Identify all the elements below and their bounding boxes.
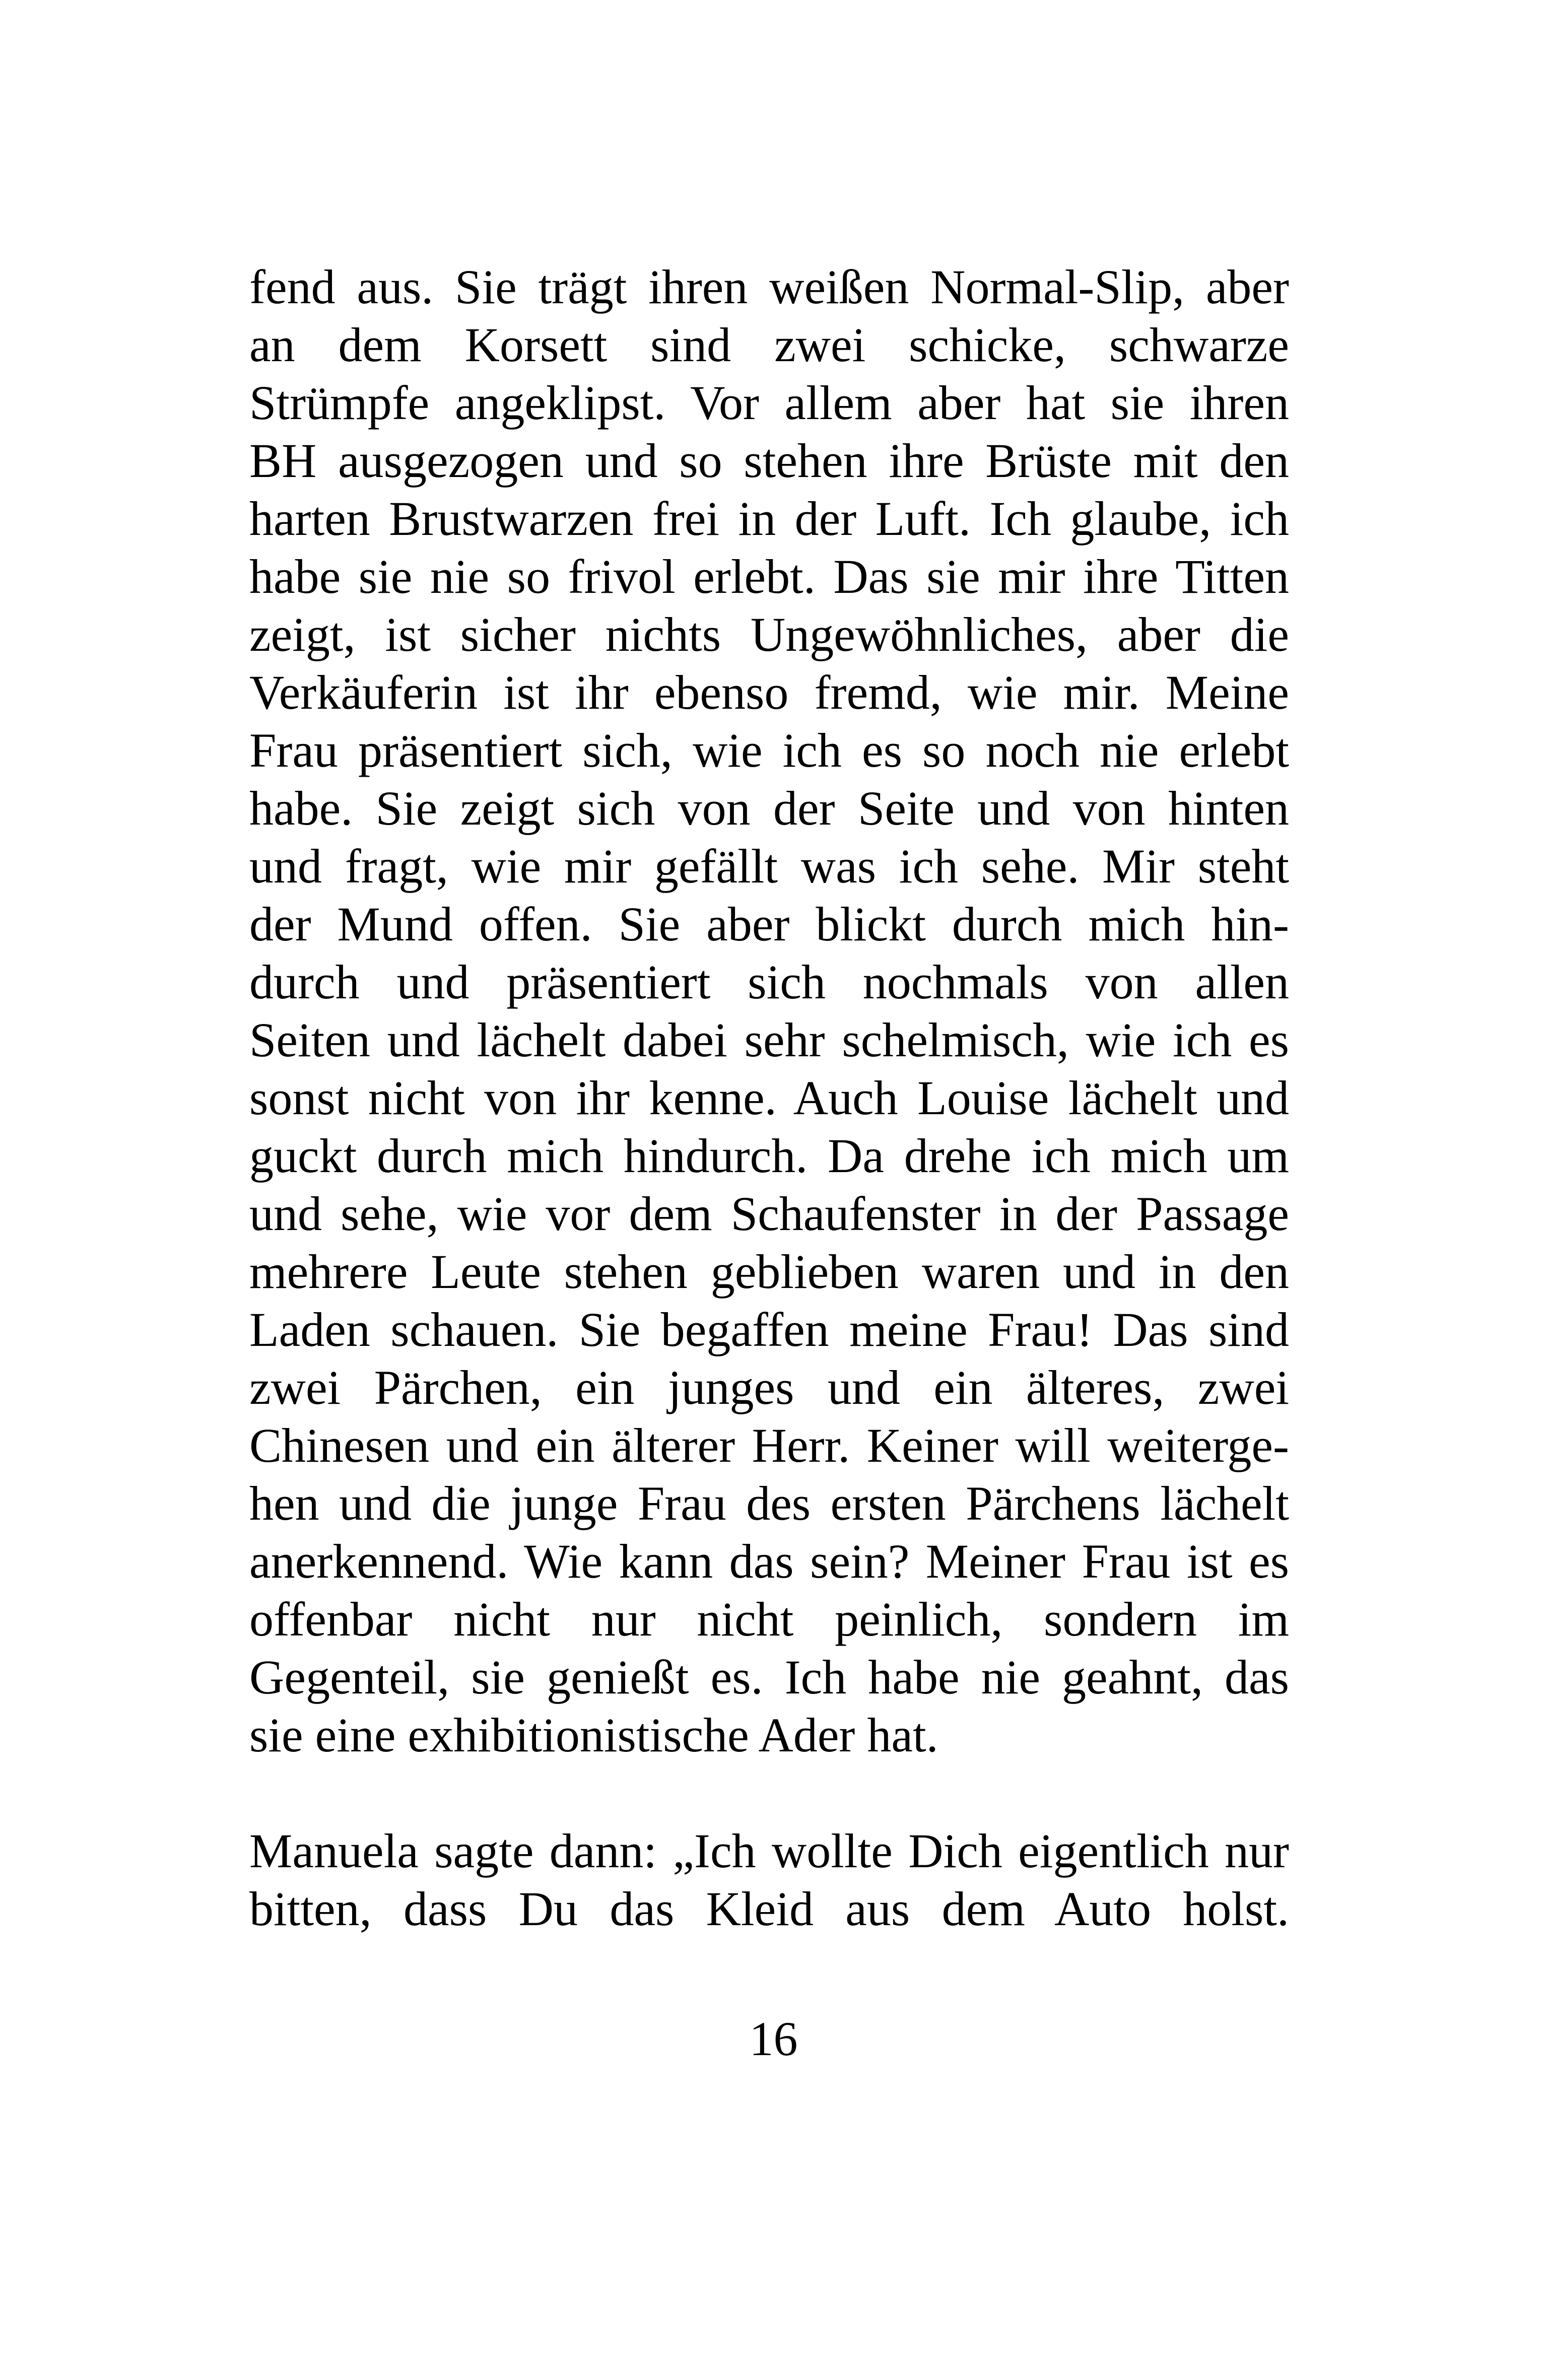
text-line: mehrere Leute stehen geblieben waren und in den (249, 1245, 1289, 1299)
text-line: Gegenteil, sie genießt es. Ich habe nie geahnt, das (249, 1650, 1289, 1704)
text-line: Laden schauen. Sie begaffen meine Frau! Das sind (249, 1303, 1289, 1356)
paragraph-spacer (249, 1764, 1289, 1822)
text-line: zeigt, ist sicher nichts Ungewöhnliches, aber die (249, 607, 1289, 661)
paragraph-2 (249, 1822, 1289, 1938)
text-line: fend aus. Sie trägt ihren weißen Normal-Slip, aber (249, 260, 1289, 314)
text-line: Seiten und lächelt dabei sehr schelmisch, wie ich es (249, 1013, 1289, 1067)
text-line: Frau präsentiert sich, wie ich es so noch nie erlebt (249, 723, 1289, 777)
text-line: anerkennend. Wie kann das sein? Meiner Frau ist es (249, 1534, 1289, 1588)
text-line: sonst nicht von ihr kenne. Auch Louise lächelt und (249, 1071, 1289, 1125)
text-line: harten Brustwarzen frei in der Luft. Ich glaube, ich (249, 492, 1289, 546)
paragraph-1 (249, 258, 1289, 1764)
text-line: Chinesen und ein älterer Herr. Keiner will weiterge- (249, 1418, 1289, 1472)
text-line: an dem Korsett sind zwei schicke, schwarze (249, 318, 1289, 372)
text-line: der Mund offen. Sie aber blickt durch mich hin- (249, 897, 1289, 951)
text-line: Manuela sagte dann: „Ich wollte Dich eigentlich nur (249, 1824, 1289, 1878)
text-line: hen und die junge Frau des ersten Pärchens lächelt (249, 1476, 1289, 1530)
text-line: durch und präsentiert sich nochmals von allen (249, 955, 1289, 1009)
text-line: habe sie nie so frivol erlebt. Das sie mir ihre Titten (249, 550, 1289, 603)
text-line: und sehe, wie vor dem Schaufenster in der Passage (249, 1187, 1289, 1241)
text-line: offenbar nicht nur nicht peinlich, sondern im (249, 1592, 1289, 1646)
text-line: und fragt, wie mir gefällt was ich sehe. Mir steht (249, 839, 1289, 893)
page-number: 16 (749, 2012, 798, 2066)
text-line: BH ausgezogen und so stehen ihre Brüste mit den (249, 434, 1289, 488)
body-text (249, 258, 1289, 1938)
text-line: zwei Pärchen, ein junges und ein älteres, zwei (249, 1361, 1289, 1414)
text-line: guckt durch mich hindurch. Da drehe ich mich um (249, 1129, 1289, 1183)
text-line: habe. Sie zeigt sich von der Seite und von hinten (249, 781, 1289, 835)
text-line: Strümpfe angeklipst. Vor allem aber hat sie ihren (249, 376, 1289, 430)
text-line: Verkäuferin ist ihr ebenso fremd, wie mir. Meine (249, 665, 1289, 719)
text-line: sie eine exhibitionistische Ader hat. (249, 1708, 938, 1762)
text-line: bitten, dass Du das Kleid aus dem Auto holst. (249, 1882, 1289, 1936)
